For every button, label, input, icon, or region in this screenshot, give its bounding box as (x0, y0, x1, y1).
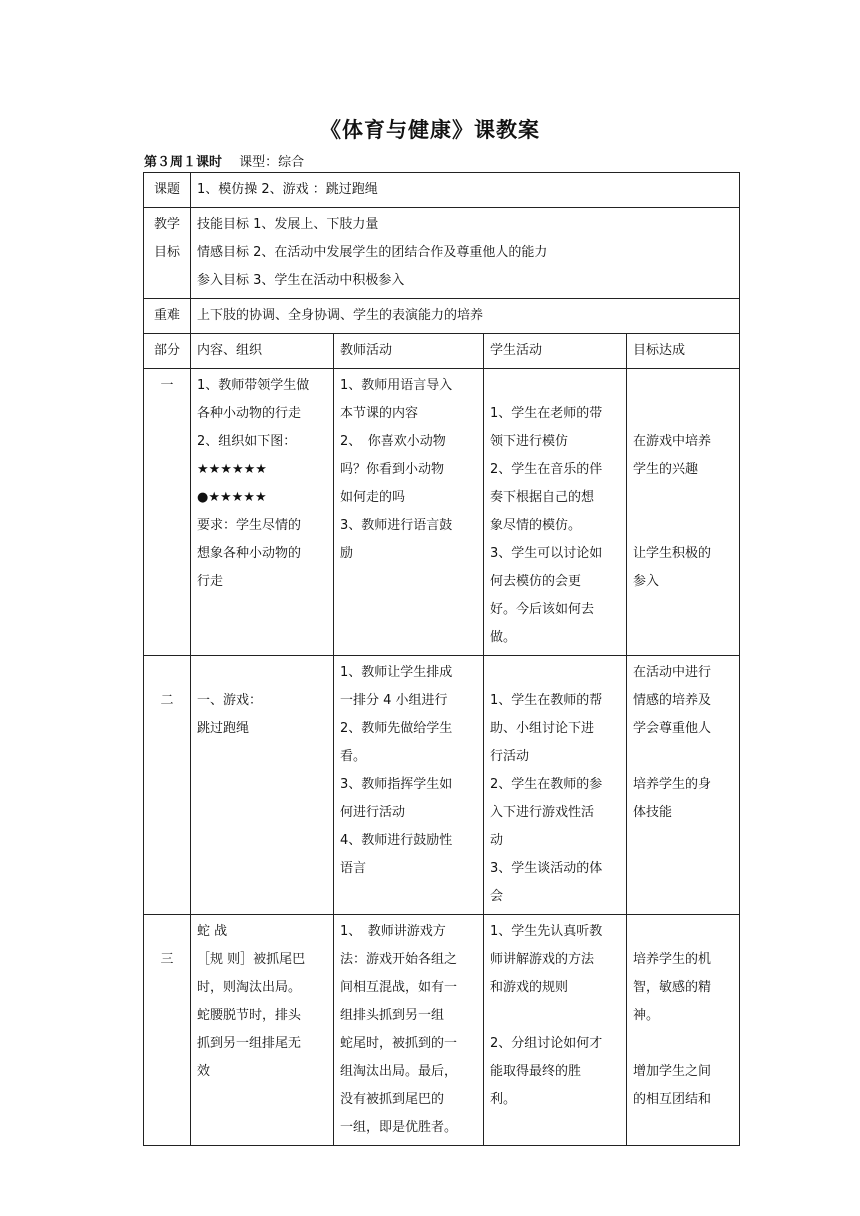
teacher-line: 法：游戏开始各组之 (340, 952, 458, 967)
part-number: 三 (144, 915, 191, 1146)
goal-line: 学会尊重他人 (633, 721, 712, 736)
student-line: 何去模仿的会更 (490, 574, 582, 589)
goal-line: 在游戏中培养 (633, 434, 712, 449)
page-title: 《体育与健康》课教案 (320, 118, 540, 142)
goal-line: 智，敏感的精 (633, 980, 712, 995)
goal-line: 让学生积极的 (633, 546, 712, 561)
teacher-line: 励 (340, 546, 354, 561)
teacher-line: 间相互混战，如有一 (340, 980, 458, 995)
goal-line: 情感的培养及 (633, 693, 712, 708)
student-line: 领下进行模仿 (490, 434, 569, 449)
teacher-line: 如何走的吗 (340, 490, 406, 505)
topic-label: 课题 (144, 173, 191, 208)
difficulty-content: 上下肢的协调、全身协调、学生的表演能力的培养 (191, 299, 740, 334)
student-line: 和游戏的规则 (490, 980, 569, 995)
student-line: 象尽情的模仿。 (490, 518, 582, 533)
teacher-line: 一组，即是优胜者。 (340, 1120, 458, 1135)
teacher-line: 蛇尾时，被抓到的一 (340, 1036, 458, 1051)
teacher-cell (334, 656, 484, 915)
goal-line: 培养学生的身 (633, 777, 712, 792)
part-row-2 (144, 656, 740, 915)
teacher-cell (334, 369, 484, 656)
content-line: 效 (197, 1064, 211, 1079)
topic-content: 1、模仿操 2、游戏 ：跳过跑绳 (191, 173, 740, 208)
teacher-line: 3、教师进行语言鼓 (340, 518, 453, 533)
student-cell (484, 369, 627, 656)
goal-line: 培养学生的机 (633, 952, 712, 967)
teacher-line: 3、教师指挥学生如 (340, 777, 453, 792)
teacher-line: 一排分 4 小组进行 (340, 693, 448, 708)
teacher-line: 吗？你看到小动物 (340, 462, 445, 477)
student-cell (484, 915, 627, 1146)
part-number: 二 (144, 656, 191, 915)
goal-line: 参入 (633, 574, 660, 589)
teacher-line: 语言 (340, 861, 367, 876)
content-cell (191, 369, 334, 656)
student-line: 2、学生在教师的参 (490, 777, 603, 792)
student-line: 入下进行游戏性活 (490, 805, 595, 820)
content-line: 抓到另一组排尾无 (197, 1036, 302, 1051)
teacher-cell (334, 915, 484, 1146)
goals-label (144, 208, 191, 299)
student-line: 动 (490, 833, 504, 848)
teacher-line: 没有被抓到尾巴的 (340, 1092, 445, 1107)
goal-cell (627, 369, 740, 656)
formation-stars: ★★★★★★ (197, 462, 267, 477)
content-line: 蛇 战 (197, 924, 228, 939)
goal-line: 技能目标 1、发展上、下肢力量 (197, 217, 379, 232)
student-line: 行活动 (490, 749, 530, 764)
goal-line: 参入目标 3、学生在活动中积极参入 (197, 273, 405, 288)
teacher-line: 2、教师先做给学生 (340, 721, 453, 736)
content-line: 时，则淘汰出局。 (197, 980, 302, 995)
teacher-line: 1、 教师讲游戏方 (340, 924, 446, 939)
difficulty-row (144, 299, 740, 334)
goal-line: 情感目标 2、在活动中发展学生的团结合作及尊重他人的能力 (197, 245, 548, 260)
student-line: 2、分组讨论如何才 (490, 1036, 603, 1051)
goal-cell (627, 915, 740, 1146)
content-cell (191, 915, 334, 1146)
content-line: 1、教师带领学生做 (197, 378, 310, 393)
content-line: 2、组织如下图： (197, 434, 297, 449)
part-number: 一 (144, 369, 191, 656)
content-line: 要求：学生尽情的 (197, 518, 302, 533)
lesson-type: 课型：综合 (239, 155, 305, 170)
difficulty-label: 重难 (144, 299, 191, 334)
goals-label-2: 目标 (153, 245, 180, 260)
header-part: 部分 (144, 334, 191, 369)
student-line: 奏下根据自己的想 (490, 490, 595, 505)
student-line: 助、小组讨论下进 (490, 721, 595, 736)
teacher-line: 1、教师用语言导入 (340, 378, 453, 393)
content-line: 各种小动物的行走 (197, 406, 302, 421)
goals-row (144, 208, 740, 299)
lesson-meta (144, 151, 304, 170)
teacher-line: 本节课的内容 (340, 406, 419, 421)
student-line: 3、学生可以讨论如 (490, 546, 603, 561)
content-line: 想象各种小动物的 (197, 546, 302, 561)
part-row-1 (144, 369, 740, 656)
content-line: ［规 则］被抓尾巴 (197, 952, 306, 967)
header-row (144, 334, 740, 369)
part-row-3 (144, 915, 740, 1146)
goal-line: 学生的兴趣 (633, 462, 699, 477)
student-line: 能取得最终的胜 (490, 1064, 582, 1079)
teacher-line: 看。 (340, 749, 367, 764)
lesson-plan-table (143, 172, 740, 1146)
student-line: 3、学生谈活动的体 (490, 861, 603, 876)
teacher-line: 1、教师让学生排成 (340, 665, 453, 680)
goal-line: 体技能 (633, 805, 673, 820)
goals-content (191, 208, 740, 299)
student-cell (484, 656, 627, 915)
header-content: 内容、组织 (191, 334, 334, 369)
teacher-line: 4、教师进行鼓励性 (340, 833, 453, 848)
content-line: 一、游戏： (197, 693, 263, 708)
student-line: 会 (490, 889, 504, 904)
student-line: 利。 (490, 1092, 517, 1107)
goal-line: 神。 (633, 1008, 660, 1023)
goals-label-1: 教学 (153, 217, 180, 232)
student-line: 2、学生在音乐的伴 (490, 462, 603, 477)
content-cell (191, 656, 334, 915)
header-goal: 目标达成 (627, 334, 740, 369)
header-teacher: 教师活动 (334, 334, 484, 369)
student-line: 做。 (490, 630, 517, 645)
content-line: 蛇腰脱节时，排头 (197, 1008, 302, 1023)
student-line: 1、学生在教师的帮 (490, 693, 603, 708)
week-lesson: 第３周１课时 (144, 155, 223, 170)
teacher-line: 组淘汰出局。最后， (340, 1064, 458, 1079)
goal-line: 在活动中进行 (633, 665, 712, 680)
goal-cell (627, 656, 740, 915)
content-line: 行走 (197, 574, 224, 589)
teacher-line: 组排头抓到另一组 (340, 1008, 445, 1023)
header-student: 学生活动 (484, 334, 627, 369)
student-line: 好。今后该如何去 (490, 602, 595, 617)
formation-teacher-stars: ●★★★★★ (197, 490, 267, 505)
student-line: 1、学生在老师的带 (490, 406, 603, 421)
teacher-line: 2、 你喜欢小动物 (340, 434, 446, 449)
teacher-line: 何进行活动 (340, 805, 406, 820)
student-line: 师讲解游戏的方法 (490, 952, 595, 967)
topic-row (144, 173, 740, 208)
goal-line: 增加学生之间 (633, 1064, 712, 1079)
goal-line: 的相互团结和 (633, 1092, 712, 1107)
content-line: 跳过跑绳 (197, 721, 250, 736)
student-line: 1、学生先认真听教 (490, 924, 603, 939)
